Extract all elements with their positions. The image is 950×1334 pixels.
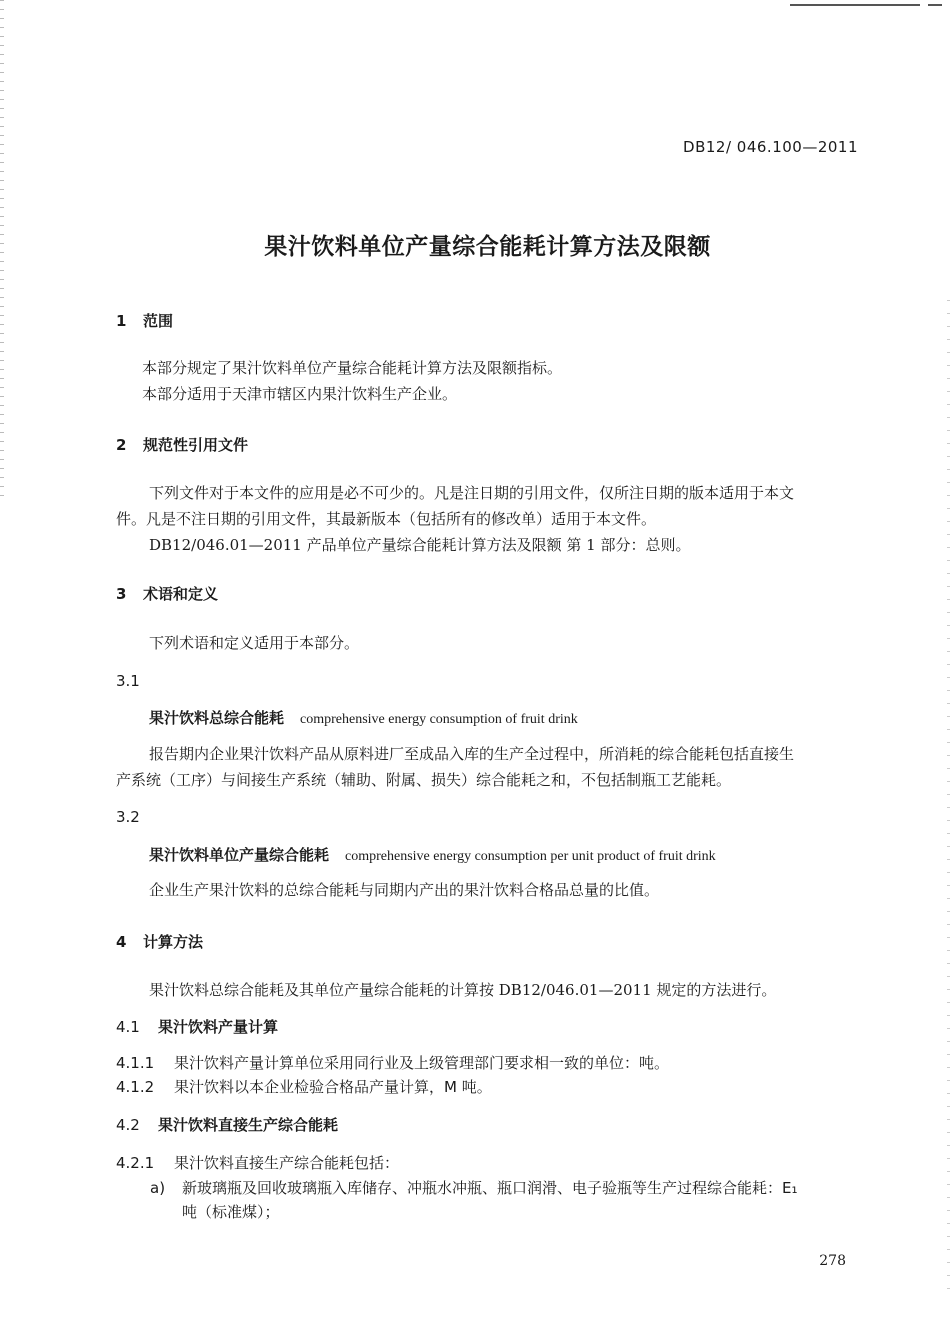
term-3-1 bbox=[149, 707, 578, 728]
page-number: 278 bbox=[819, 1253, 846, 1269]
list-item-a bbox=[150, 1177, 798, 1198]
term-cn: 果汁饮料单位产量综合能耗 bbox=[149, 846, 330, 864]
clause-number: 4.1.1 bbox=[116, 1054, 155, 1072]
subsection-number: 4.2 bbox=[116, 1116, 140, 1134]
paragraph-line: 件。凡是不注日期的引用文件，其最新版本（包括所有的修改单）适用于本文件。 bbox=[116, 510, 657, 528]
clause-number: 4.1.2 bbox=[116, 1078, 155, 1096]
subsection-4-2-heading bbox=[116, 1114, 338, 1135]
paragraph-line: 下列文件对于本文件的应用是必不可少的。凡是注日期的引用文件，仅所注日期的版本适用于本文 bbox=[149, 484, 795, 502]
paragraph: 本部分适用于天津市辖区内果汁饮料生产企业。 bbox=[142, 385, 458, 403]
term-en: comprehensive energy consumption of fruit drink bbox=[300, 712, 578, 727]
section-number: 3 bbox=[116, 585, 127, 603]
definition-line: 报告期内企业果汁饮料产品从原料进厂至成品入库的生产全过程中，所消耗的综合能耗包括直接生 bbox=[149, 745, 795, 763]
section-2-heading bbox=[116, 434, 248, 455]
clause-text: 果汁饮料产量计算单位采用同行业及上级管理部门要求相一致的单位：吨。 bbox=[174, 1054, 670, 1072]
clause-4-1-2 bbox=[116, 1076, 492, 1097]
term-en: comprehensive energy consumption per unit product of fruit drink bbox=[345, 849, 716, 864]
section-number: 4 bbox=[116, 933, 127, 951]
term-cn: 果汁饮料总综合能耗 bbox=[149, 709, 285, 727]
subsection-number: 4.1 bbox=[116, 1018, 140, 1036]
paragraph: 本部分规定了果汁饮料单位产量综合能耗计算方法及限额指标。 bbox=[142, 359, 563, 377]
paragraph: 下列术语和定义适用于本部分。 bbox=[149, 634, 360, 652]
subsection-title: 果汁饮料直接生产综合能耗 bbox=[158, 1116, 339, 1134]
clause-4-1-1 bbox=[116, 1052, 669, 1073]
section-1-heading bbox=[116, 310, 173, 331]
section-title: 计算方法 bbox=[143, 933, 204, 951]
top-rule-short bbox=[928, 4, 942, 6]
definition-line: 企业生产果汁饮料的总综合能耗与同期内产出的果汁饮料合格品总量的比值。 bbox=[149, 881, 660, 899]
clause-text: 果汁饮料以本企业检验合格品产量计算，M 吨。 bbox=[174, 1078, 492, 1096]
subsection-title: 果汁饮料产量计算 bbox=[158, 1018, 279, 1036]
clause-text: 果汁饮料直接生产综合能耗包括： bbox=[174, 1154, 400, 1172]
section-number: 2 bbox=[116, 436, 127, 454]
section-4-heading bbox=[116, 931, 203, 952]
standard-number: DB12/ 046.100—2011 bbox=[683, 138, 858, 156]
clause-number: 4.2.1 bbox=[116, 1154, 155, 1172]
list-item-a-continuation: 吨（标准煤）； bbox=[182, 1203, 280, 1221]
list-item-text: 新玻璃瓶及回收玻璃瓶入库储存、冲瓶水冲瓶、瓶口润滑、电子验瓶等生产过程综合能耗：E₁ bbox=[182, 1179, 798, 1197]
document-title: 果汁饮料单位产量综合能耗计算方法及限额 bbox=[264, 234, 711, 260]
section-3-heading bbox=[116, 583, 218, 604]
paragraph: 果汁饮料总综合能耗及其单位产量综合能耗的计算按 DB12/046.01—2011 规定的方法进行。 bbox=[149, 981, 777, 999]
section-number: 1 bbox=[116, 312, 127, 330]
top-rule bbox=[790, 4, 920, 6]
term-3-2 bbox=[149, 844, 716, 865]
definition-line: 产系统（工序）与间接生产系统（辅助、附属、损失）综合能耗之和，不包括制瓶工艺能耗。 bbox=[116, 771, 732, 789]
normative-reference: DB12/046.01—2011 产品单位产量综合能耗计算方法及限额 第 1 部分：总则。 bbox=[149, 536, 691, 554]
section-title: 规范性引用文件 bbox=[143, 436, 249, 454]
term-number: 3.1 bbox=[116, 672, 140, 690]
section-title: 范围 bbox=[143, 312, 174, 330]
subsection-4-1-heading bbox=[116, 1016, 278, 1037]
term-number: 3.2 bbox=[116, 808, 140, 826]
section-title: 术语和定义 bbox=[143, 585, 219, 603]
clause-4-2-1 bbox=[116, 1152, 399, 1173]
list-label: a) bbox=[150, 1179, 166, 1197]
